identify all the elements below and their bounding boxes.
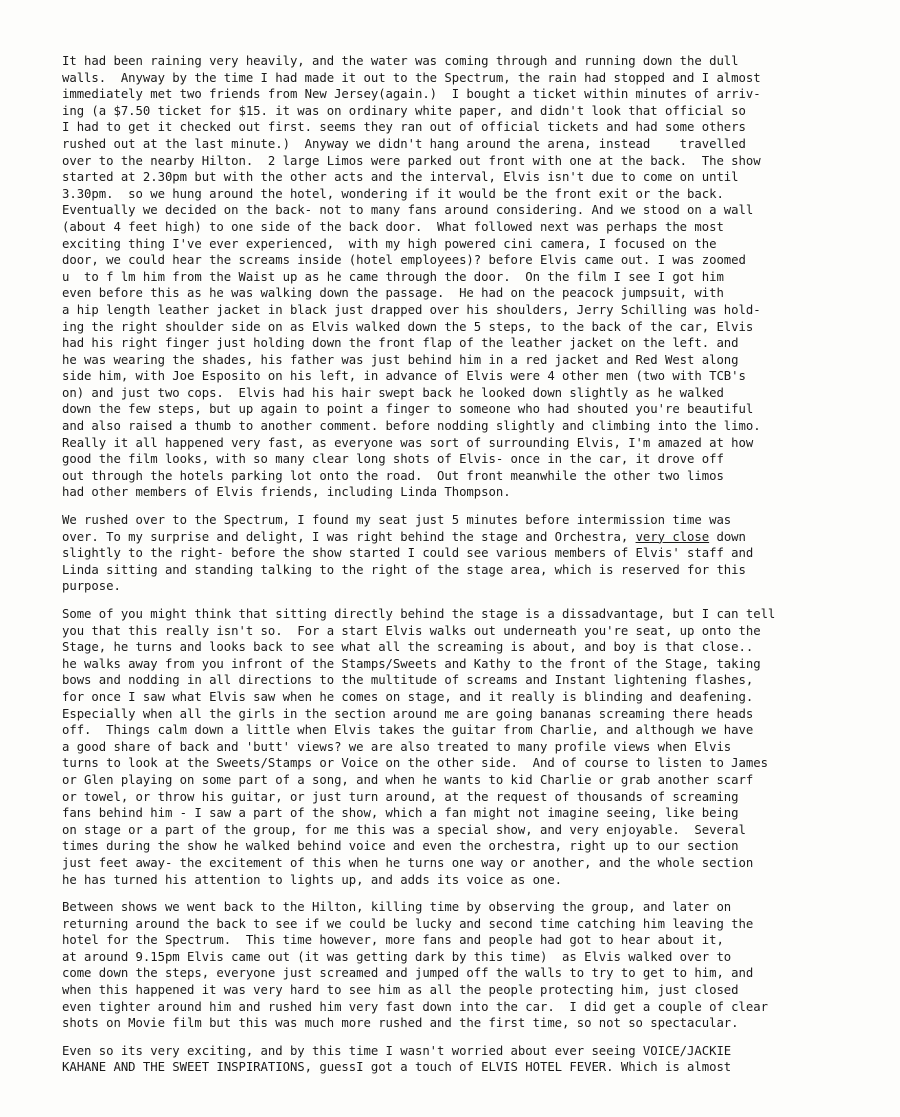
text-line: on) and just two cops. Elvis had his hair swept back he looked down slightly as he walked [62, 385, 724, 400]
text-line: walls. Anyway by the time I had made it out to the Spectrum, the rain had stopped and I almost [62, 70, 761, 85]
text-line: and also raised a thumb to another comment. before nodding slightly and climbing into the limo. [62, 419, 761, 434]
text-line: he was wearing the shades, his father was just behind him in a red jacket and Red West along [62, 352, 739, 367]
text-line: door, we could hear the screams inside (hotel employees)? before Elvis came out. I was zoomed [62, 253, 746, 268]
text-line: come down the steps, everyone just screamed and jumped off the walls to try to get to him, and [62, 966, 754, 981]
text-line: you that this really isn't so. For a start Elvis walks out underneath you're seat, up onto the [62, 623, 761, 638]
underlined-phrase: very close [635, 529, 710, 544]
text-line: immediately met two friends from New Jersey(again.) I bought a ticket within minutes of arriv- [62, 87, 761, 102]
text-line: KAHANE AND THE SWEET INSPIRATIONS, guessI got a touch of ELVIS HOTEL FEVER. Which is almost [62, 1060, 732, 1075]
text-line: fans behind him - I saw a part of the show, which a fan might not imagine seeing, like being [62, 806, 739, 821]
paragraph-behind-stage [62, 606, 882, 888]
text-line: or towel, or throw his guitar, or just turn around, at the request of thousands of screaming [62, 789, 739, 804]
text-line: a hip length leather jacket in black just drapped over his shoulders, Jerry Schilling was hold- [62, 302, 761, 317]
text-line: he has turned his attention to lights up, and adds its voice as one. [62, 872, 563, 887]
text-line: I had to get it checked out first. seems they ran out of official tickets and had some others [62, 120, 746, 135]
text-line: off. Things calm down a little when Elvis takes the guitar from Charlie, and although we have [62, 723, 754, 738]
text-line: Especially when all the girls in the section around me are going bananas screaming there heads [62, 706, 754, 721]
text-line: (about 4 feet high) to one side of the back door. What followed next was perhaps the most [62, 219, 724, 234]
text-line: returning around the back to see if we could be lucky and second time catching him leaving the [62, 916, 754, 931]
text-line: We rushed over to the Spectrum, I found my seat just 5 minutes before intermission time was [62, 513, 732, 528]
text-line: Some of you might think that sitting directly behind the stage is a dissadvantage, but I can tell [62, 607, 776, 621]
text-line: even before this as he was walking down the passage. He had on the peacock jumpsuit, with [62, 286, 724, 301]
text-segment: over. To my surprise and delight, I was right behind the stage and Orchestra, [62, 529, 636, 544]
text-line: Stage, he turns and looks back to see what all the screaming is about, and boy is that close.. [62, 640, 754, 655]
text-line: hotel for the Spectrum. This time however, more fans and people had got to hear about it, [62, 933, 724, 948]
text-line: Really it all happened very fast, as everyone was sort of surrounding Elvis, I'm amazed at how [62, 435, 754, 450]
paragraph-between-shows [62, 899, 882, 1032]
text-line: had his right finger just holding down the front flap of the leather jacket on the left. and [62, 336, 739, 351]
text-line: turns to look at the Sweets/Stamps or Voice on the other side. And of course to listen to James [62, 756, 768, 771]
paragraph-hotel-exit [62, 53, 882, 501]
text-line: It had been raining very heavily, and the water was coming through and running down the dull [62, 54, 739, 68]
text-segment: down [709, 529, 746, 544]
text-line: side him, with Joe Esposito on his left, in advance of Elvis were 4 other men (two with TCB's [62, 369, 746, 384]
text-line: Eventually we decided on the back- not to many fans around considering. And we stood on a wall [62, 203, 754, 218]
text-line: purpose. [62, 579, 121, 594]
text-line: rushed out at the last minute.) Anyway we didn't hang around the arena, instead travelled [62, 136, 746, 151]
text-line: a good share of back and 'butt' views? we are also treated to many profile views when Elvis [62, 739, 732, 754]
text-line: when this happened it was very hard to see him as all the people protecting him, just closed [62, 983, 739, 998]
text-line: bows and nodding in all directions to the multitude of screams and Instant lightening flashes, [62, 673, 754, 688]
text-line: had other members of Elvis friends, including Linda Thompson. [62, 485, 511, 500]
paragraph-hotel-fever [62, 1043, 882, 1076]
text-line: or Glen playing on some part of a song, and when he wants to kid Charlie or grab another scarf [62, 772, 754, 787]
text-line: even tighter around him and rushed him very fast down into the car. I did get a couple of clear [62, 999, 768, 1014]
document-body [62, 53, 882, 1087]
text-line: exciting thing I've ever experienced, with my high powered cini camera, I focused on the [62, 236, 717, 251]
text-line: Between shows we went back to the Hilton, killing time by observing the group, and later on [62, 900, 732, 915]
text-line: he walks away from you infront of the Stamps/Sweets and Kathy to the front of the Stage, taking [62, 656, 761, 671]
text-line: times during the show he walked behind voice and even the orchestra, right up to our section [62, 839, 739, 854]
text-line: for once I saw what Elvis saw when he comes on stage, and it really is blinding and deafening. [62, 689, 754, 704]
text-line: 3.30pm. so we hung around the hotel, wondering if it would be the front exit or the back. [62, 186, 724, 201]
text-line: started at 2.30pm but with the other acts and the interval, Elvis isn't due to come on until [62, 170, 739, 185]
text-line: shots on Movie film but this was much more rushed and the first time, so not so spectacular. [62, 1016, 739, 1031]
text-line: out through the hotels parking lot onto the road. Out front meanwhile the other two limos [62, 468, 724, 483]
text-line-with-underline [62, 529, 882, 546]
text-line: just feet away- the excitement of this when he turns one way or another, and the whole section [62, 855, 754, 870]
text-line: ing the right shoulder side on as Elvis walked down the 5 steps, to the back of the car, Elvis [62, 319, 754, 334]
text-line: on stage or a part of the group, for me this was a special show, and very enjoyable. Several [62, 822, 746, 837]
text-line: good the film looks, with so many clear long shots of Elvis- once in the car, it drove off [62, 452, 724, 467]
text-line: ing (a $7.50 ticket for $15. it was on ordinary white paper, and didn't look that official so [62, 103, 746, 118]
text-line: over to the nearby Hilton. 2 large Limos were parked out front with one at the back. The show [62, 153, 761, 168]
paragraph-spectrum-seat [62, 512, 882, 595]
text-line: u to f lm him from the Waist up as he came through the door. On the film I see I got him [62, 269, 724, 284]
text-line: slightly to the right- before the show started I could see various members of Elvis' staff and [62, 546, 754, 561]
text-line: down the few steps, but up again to point a finger to someone who had shouted you're beautiful [62, 402, 754, 417]
text-line: Even so its very exciting, and by this time I wasn't worried about ever seeing VOICE/JACKIE [62, 1043, 732, 1058]
text-line: Linda sitting and standing talking to the right of the stage area, which is reserved for this [62, 562, 746, 577]
text-line: at around 9.15pm Elvis came out (it was getting dark by this time) as Elvis walked over to [62, 949, 732, 964]
